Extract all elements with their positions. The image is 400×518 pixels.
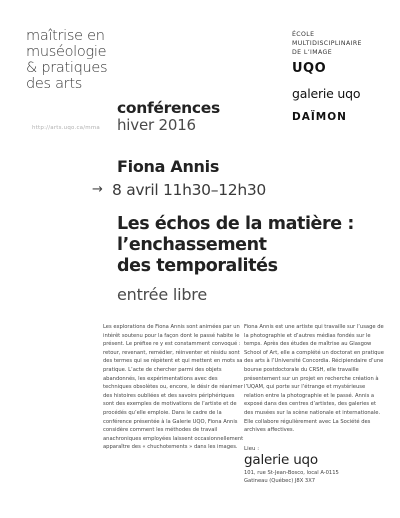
series-season: hiver 2016 [117,116,196,134]
program-url-link[interactable]: http://arts.uqo.ca/mma [32,125,100,131]
program-line: & pratiques [26,60,108,76]
school-logo [292,30,392,57]
series-title: conférences [117,99,220,117]
venue-address-line: Gatineau (Québec) J8X 3X7 [244,478,316,485]
talk-title-line: Les échos de la matière : [117,214,355,234]
venue-block [244,446,386,486]
school-logo-line: ÉCOLE [292,31,315,38]
venue-address-line: 101, rue St-Jean-Bosco, local A-0115 [244,470,339,476]
program-line: muséologie [26,44,107,60]
program-title [26,28,126,92]
talk-title [117,214,387,277]
talk-title-line: des temporalités [117,256,278,276]
speaker-name: Fiona Annis [117,157,220,176]
artist-bio: Fiona Annis est une artiste qui travaille sur l’usage de la photographie et d’autres médias fondés sur le temps. Après des études de maîtrise au Glasgow School of Art, elle a complété un doctorat en pratique des arts à l’Université Concordia. Récipiendaire d’une bourse postdoctorale du CRSH, elle travaille présentement sur un projet en recherche création à l’UQAM, qui porte sur l’étrange et mystérieuse relation entre la photographie et le passé. Annis a exposé dans des centres d’artistes, des galeries et des musées sur la scène nationale et internationale. Elle collabore régulièrement avec La Société des archives affectives. [244,324,384,434]
daimon-logo: DAÏMON [292,111,347,123]
program-line: des arts [26,76,82,92]
talk-description: Les explorations de Fiona Annis sont animées par un intérêt soutenu pour la façon dont le passé habite le présent. Le préfixe re y est constamment convoqué : retour, revenant, remédier, réinventer et résidu sont des termes qui se répètent et qui mettent en mots sa pratique. L’acte de chercher parmi des objets abandonnés, les expérimentations avec des techniques obsolètes ou, encore, le désir de réanimer des histoires oubliées et des savoirs périphériques sont des exemples de motivations de l’artiste et de procédés qu’elle emploie. Dans le cadre de la conférence présentée à la Galerie UQO, Fiona Annis considère comment les méthodes de travail anachroniques employées laissent occasionnellement apparaître des « chuchotements » dans les images. [103,324,244,451]
program-line: maîtrise en [26,28,105,44]
school-logo-line: DE L’IMAGE [292,49,333,56]
venue-address [244,469,386,486]
venue-label: Lieu : [244,446,260,452]
partner-logos [292,30,392,123]
series-heading [117,99,220,134]
galerie-uqo-logo: galerie uqo [292,86,361,101]
school-logo-line: MULTIDISCIPLINAIRE [292,40,362,47]
event-datetime: 8 avril 11h30–12h30 [112,181,266,199]
venue-name: galerie uqo [244,452,318,468]
talk-title-line: l’enchassement [117,235,267,255]
event-datetime-row [92,180,266,199]
arrow-right-icon: → [92,182,103,197]
uqo-logo: UQO [292,61,327,76]
admission-note: entrée libre [117,285,207,304]
